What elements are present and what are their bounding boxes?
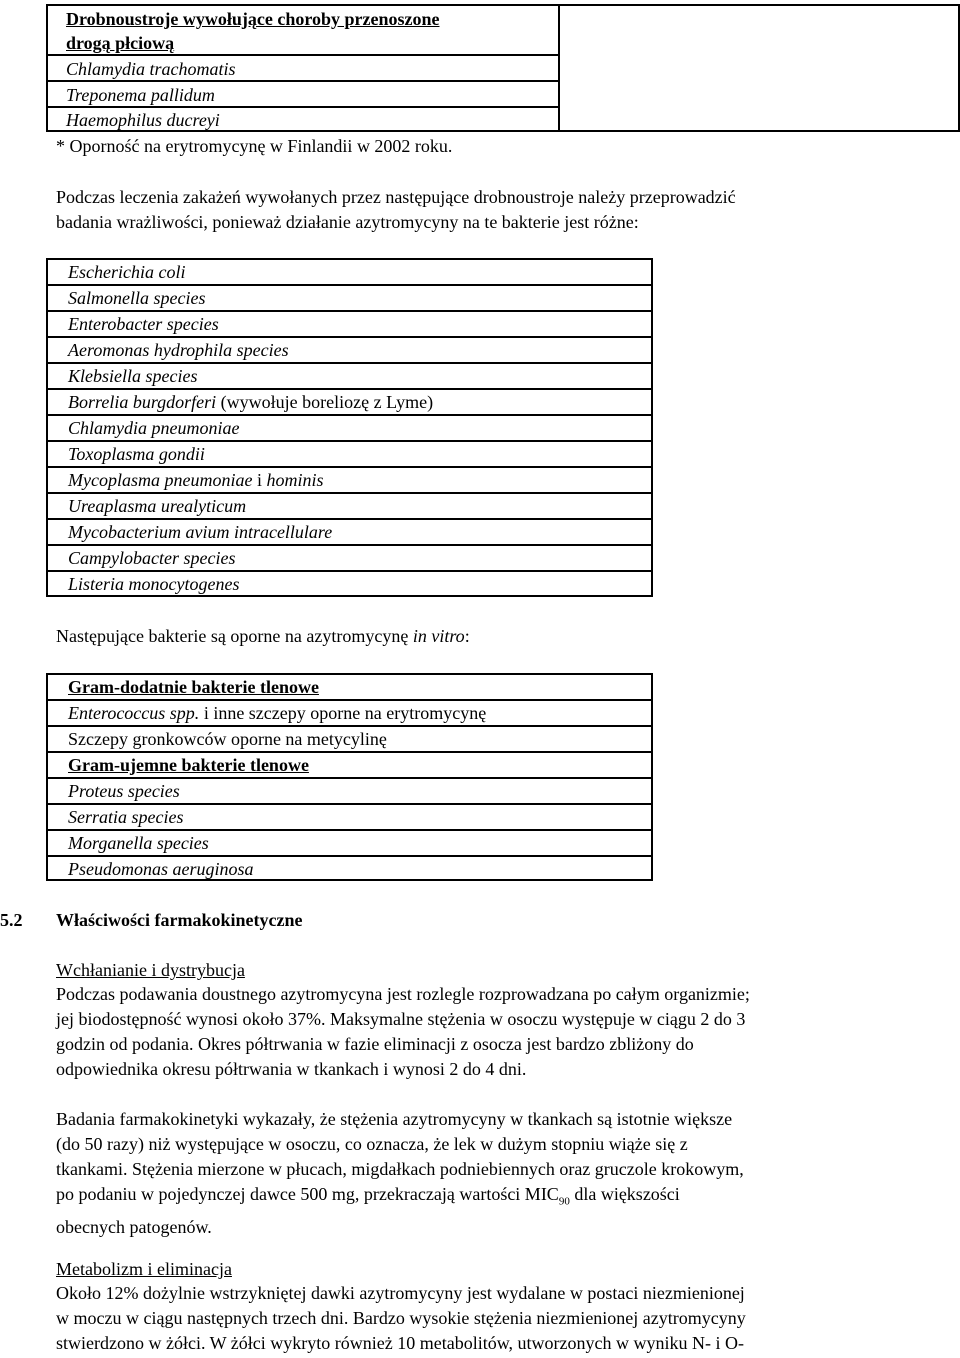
footnote: * Oporność na erytromycynę w Finlandii w 2002 roku. (56, 136, 453, 156)
table-row: Pseudomonas aeruginosa (68, 859, 254, 879)
table-row: Enterobacter species (48, 312, 651, 338)
resistant-intro: Następujące bakterie są oporne na azytromycynę in vitro: (56, 626, 470, 646)
table-row: Szczepy gronkowców oporne na metycylinę (48, 727, 651, 753)
text-line: stwierdzono w żółci. W żółci wykryto również 10 metabolitów, utworzonych w wyniku N- i O- (56, 1333, 745, 1353)
text-line: jej biodostępność wynosi około 37%. Maksymalne stężenia w osoczu występuje w ciągu 2 do 3 (56, 1009, 746, 1029)
table-row: Gram-ujemne bakterie tlenowe (48, 753, 651, 779)
table-row: Mycoplasma pneumoniae i hominis (48, 468, 651, 494)
top-table-item: Treponema pallidum (66, 85, 215, 105)
table-row: Enterococcus spp. i inne szczepy oporne na erytromycynę (48, 701, 651, 727)
text-line: obecnych patogenów. (56, 1216, 212, 1237)
absorption-paragraph (56, 982, 936, 1082)
text-line: w moczu w ciągu następnych trzech dni. Bardzo wysokie stężenia niezmienionej azytromycyny (56, 1308, 746, 1328)
table-row: Aeromonas hydrophila species (48, 338, 651, 364)
intro-line: Podczas leczenia zakażeń wywołanych przez następujące drobnoustroje należy przeprowadzić (56, 187, 736, 207)
text-line: po podaniu w pojedynczej dawce 500 mg, przekraczają wartości $MIC_{90}$ dla większości (56, 1184, 680, 1208)
text-line: Podczas podawania doustnego azytromycyna jest rozlegle rozprowadzana po całym organizmie; (56, 984, 750, 1004)
top-table-heading-line2: drogą płciową (66, 33, 175, 53)
absorption-heading: Wchłanianie i dystrybucja (56, 960, 245, 980)
table-row: Serratia species (48, 805, 651, 831)
metabolism-paragraph (56, 1281, 946, 1356)
top-table-item: Haemophilus ducreyi (66, 110, 220, 130)
section-title: Właściwości farmakokinetyczne (56, 910, 303, 930)
text-line: godzin od podania. Okres półtrwania w fazie eliminacji z osocza jest bardzo zbliżony do (56, 1034, 694, 1054)
table-row: Escherichia coli (48, 260, 651, 286)
section-number: 5.2 (0, 910, 23, 930)
text-line: tkankami. Stężenia mierzone w płucach, migdałkach podniebiennych oraz gruczole krokowym, (56, 1159, 744, 1179)
pk-paragraph (56, 1107, 936, 1240)
table-row: Gram-dodatnie bakterie tlenowe (48, 675, 651, 701)
table-row: Chlamydia pneumoniae (48, 416, 651, 442)
table-row: Morganella species (48, 831, 651, 857)
text-line: (do 50 razy) niż występujące w osoczu, co oznacza, że lek w dużym stopniu wiąże się z (56, 1134, 688, 1154)
intro-line: badania wrażliwości, ponieważ działanie azytromycyny na te bakterie jest różne: (56, 212, 639, 232)
table-row: Toxoplasma gondii (48, 442, 651, 468)
text-line: Badania farmakokinetyki wykazały, że stężenia azytromycyny w tkankach są istotnie większe (56, 1109, 733, 1129)
table-row: Klebsiella species (48, 364, 651, 390)
table-row: Proteus species (48, 779, 651, 805)
metabolism-heading: Metabolizm i eliminacja (56, 1259, 232, 1279)
top-table-heading-line1: Drobnoustroje wywołujące choroby przenoszone (66, 9, 440, 29)
table-row: Salmonella species (48, 286, 651, 312)
resistant-bacteria-table (46, 673, 653, 881)
top-table-item: Chlamydia trachomatis (66, 59, 236, 79)
variable-susceptibility-table (46, 258, 653, 597)
table-row: Campylobacter species (48, 546, 651, 572)
table-row: Listeria monocytogenes (68, 574, 240, 594)
table-row: Borrelia burgdorferi (wywołuje boreliozę z Lyme) (48, 390, 651, 416)
table-row: Mycobacterium avium intracellulare (48, 520, 651, 546)
text-line: odpowiednika okresu półtrwania w tkankach i wynosi 2 do 4 dni. (56, 1059, 527, 1079)
text-line: Około 12% dożylnie wstrzykniętej dawki azytromycyny jest wydalane w postaci niezmienionej (56, 1283, 745, 1303)
table-row: Ureaplasma urealyticum (48, 494, 651, 520)
